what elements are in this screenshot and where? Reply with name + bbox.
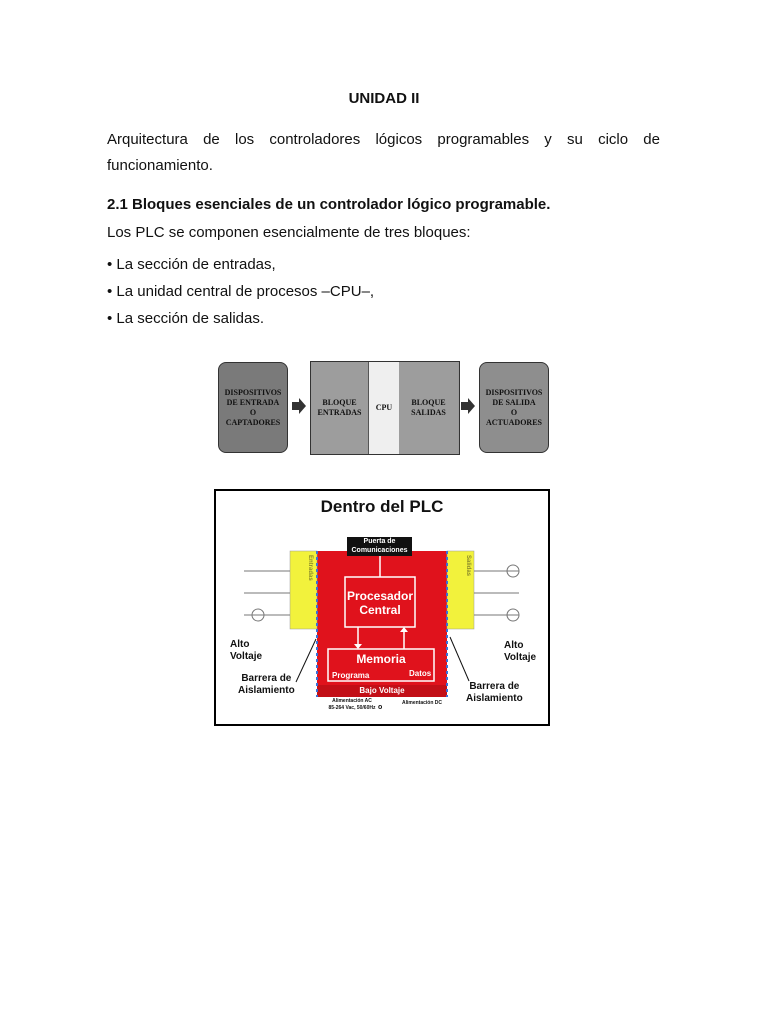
input-block: BLOQUE ENTRADAS [311,362,368,454]
bullet-item: • La unidad central de procesos –CPU–, [107,283,375,300]
dc-supply-label: Alimentación DC [401,700,442,706]
plc-internal-figure [214,489,550,726]
bullet-item: • La sección de entradas, [107,256,276,273]
barrier-right-label: Barrera de Aislamiento [466,681,523,704]
ac-supply-label: Alimentación AC 85-264 Vac, 50/60Hz [328,698,376,711]
inputs-strip-label: Entradas [307,555,313,581]
output-devices-block: DISPOSITIVOS DE SALIDA O ACTUADORES [479,362,549,453]
plc-block-diagram [218,360,550,454]
memory-label: Memoria [356,652,406,666]
processor-label: Procesador Central [346,589,414,617]
input-devices-block: DISPOSITIVOS DE ENTRADA O CAPTADORES [218,362,288,453]
section-heading: 2.1 Bloques esenciales de un controlador lógico programable. [107,196,551,213]
page-title: UNIDAD II [348,90,420,107]
plc-core-block [310,361,460,455]
cpu-block: CPU [368,362,400,454]
high-voltage-right-label: Alto Voltaje [504,640,537,663]
or-label: o [378,704,383,711]
barrier-left-label: Barrera de Aislamiento [238,673,295,696]
low-voltage-label: Bajo Voltaje [359,686,405,695]
bullet-item: • La sección de salidas. [107,310,265,327]
output-block: BLOQUE SALIDAS [399,362,458,454]
bullet-list [107,251,374,332]
intro-paragraph: Arquitectura de los controladores lógicos programables y su ciclo de funcionamiento. [107,131,660,174]
data-label: Datos [409,669,432,678]
outputs-strip-label: Salidas [465,555,471,577]
arrow-right-icon [461,398,475,414]
comm-port-label: Puerta de Comunicaciones [351,538,408,554]
program-label: Programa [332,671,370,680]
lead-paragraph: Los PLC se componen esencialmente de tres bloques: [107,224,471,241]
plc-figure-title: Dentro del PLC [320,497,444,516]
arrow-right-icon [292,398,306,414]
high-voltage-left-label: Alto Voltaje [230,639,263,662]
